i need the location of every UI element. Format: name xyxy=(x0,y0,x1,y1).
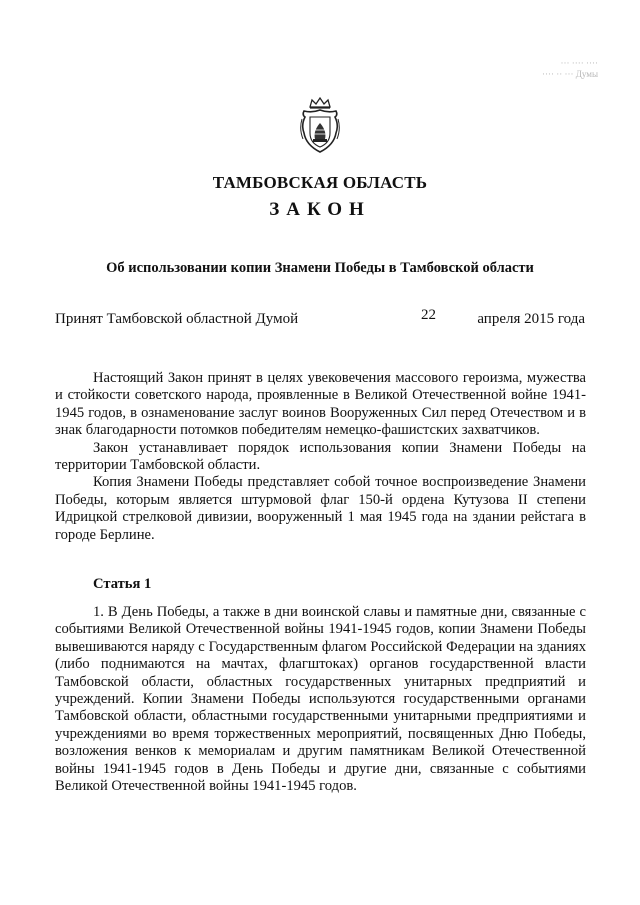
law-subject-title: Об использовании копии Знамени Победы в Тамбовской области xyxy=(106,260,534,276)
preamble-paragraph-2: Закон устанавливает порядок использования копии Знамени Победы на территории Тамбовской области. xyxy=(55,439,586,474)
preamble-paragraph-3: Копия Знамени Победы представляет собой точное воспроизведение Знамени Победы, которым является штурмовой флаг 150-й ордена Кутузова II степени Идрицкой стрелковой дивизии, вооруженный 1 мая 1945 года на здании рейстага в городе Берлине. xyxy=(55,474,586,543)
article-1-paragraph-1: 1. В День Победы, а также в дни воинской славы и памятные дни, связанные с событиями Великой Отечественной войны 1941-1945 годов, копии Знамени Победы вывешиваются наряду с Государственным флагом Российской Федерации на зданиях (либо поднимаются на мачтах, флагштоках) органов государственной власти Тамбовской области, областных государственных унитарных предприятий и учреждений. Копии Знамени Победы используются государственными органами Тамбовской области, областными государственными унитарными предприятиями и учреждениями во время торжественных мероприятий, посвященных Дню Победы, возложения венков к мемориалам и другим памятникам Великой Отечественной войны 1941-1945 годов в День Победы и другие дни, связанные с событиями Великой Отечественной войны 1941-1945 годов. xyxy=(55,604,586,795)
article-1-title: Статья 1 xyxy=(93,576,152,592)
registration-stamp xyxy=(448,58,598,98)
adoption-label: Принят Тамбовской областной Думой xyxy=(55,311,299,327)
article-1-body xyxy=(55,604,586,795)
preamble-paragraph-1: Настоящий Закон принят в целях увековечения массового героизма, мужества и стойкости советского народа, проявленные в Великой Отечественной войне 1941-1945 годов, в ознаменование заслуг воинов Вооруженных Сил перед Отечеством и в знак благодарности потомков победителям немецко-фашистских захватчиков. xyxy=(55,370,586,439)
stamp-line-1: ··· ···· ···· xyxy=(560,58,598,68)
region-title: ТАМБОВСКАЯ ОБЛАСТЬ xyxy=(212,173,428,192)
adoption-day: 22 xyxy=(421,307,436,323)
adoption-month-year: апреля 2015 года xyxy=(477,311,585,327)
preamble xyxy=(55,370,586,544)
coat-of-arms-icon xyxy=(296,95,344,155)
adoption-line xyxy=(55,307,585,331)
stamp-line-2: ···· ·· ··· Думы xyxy=(542,69,598,79)
document-type-title: ЗАКОН xyxy=(269,199,371,220)
